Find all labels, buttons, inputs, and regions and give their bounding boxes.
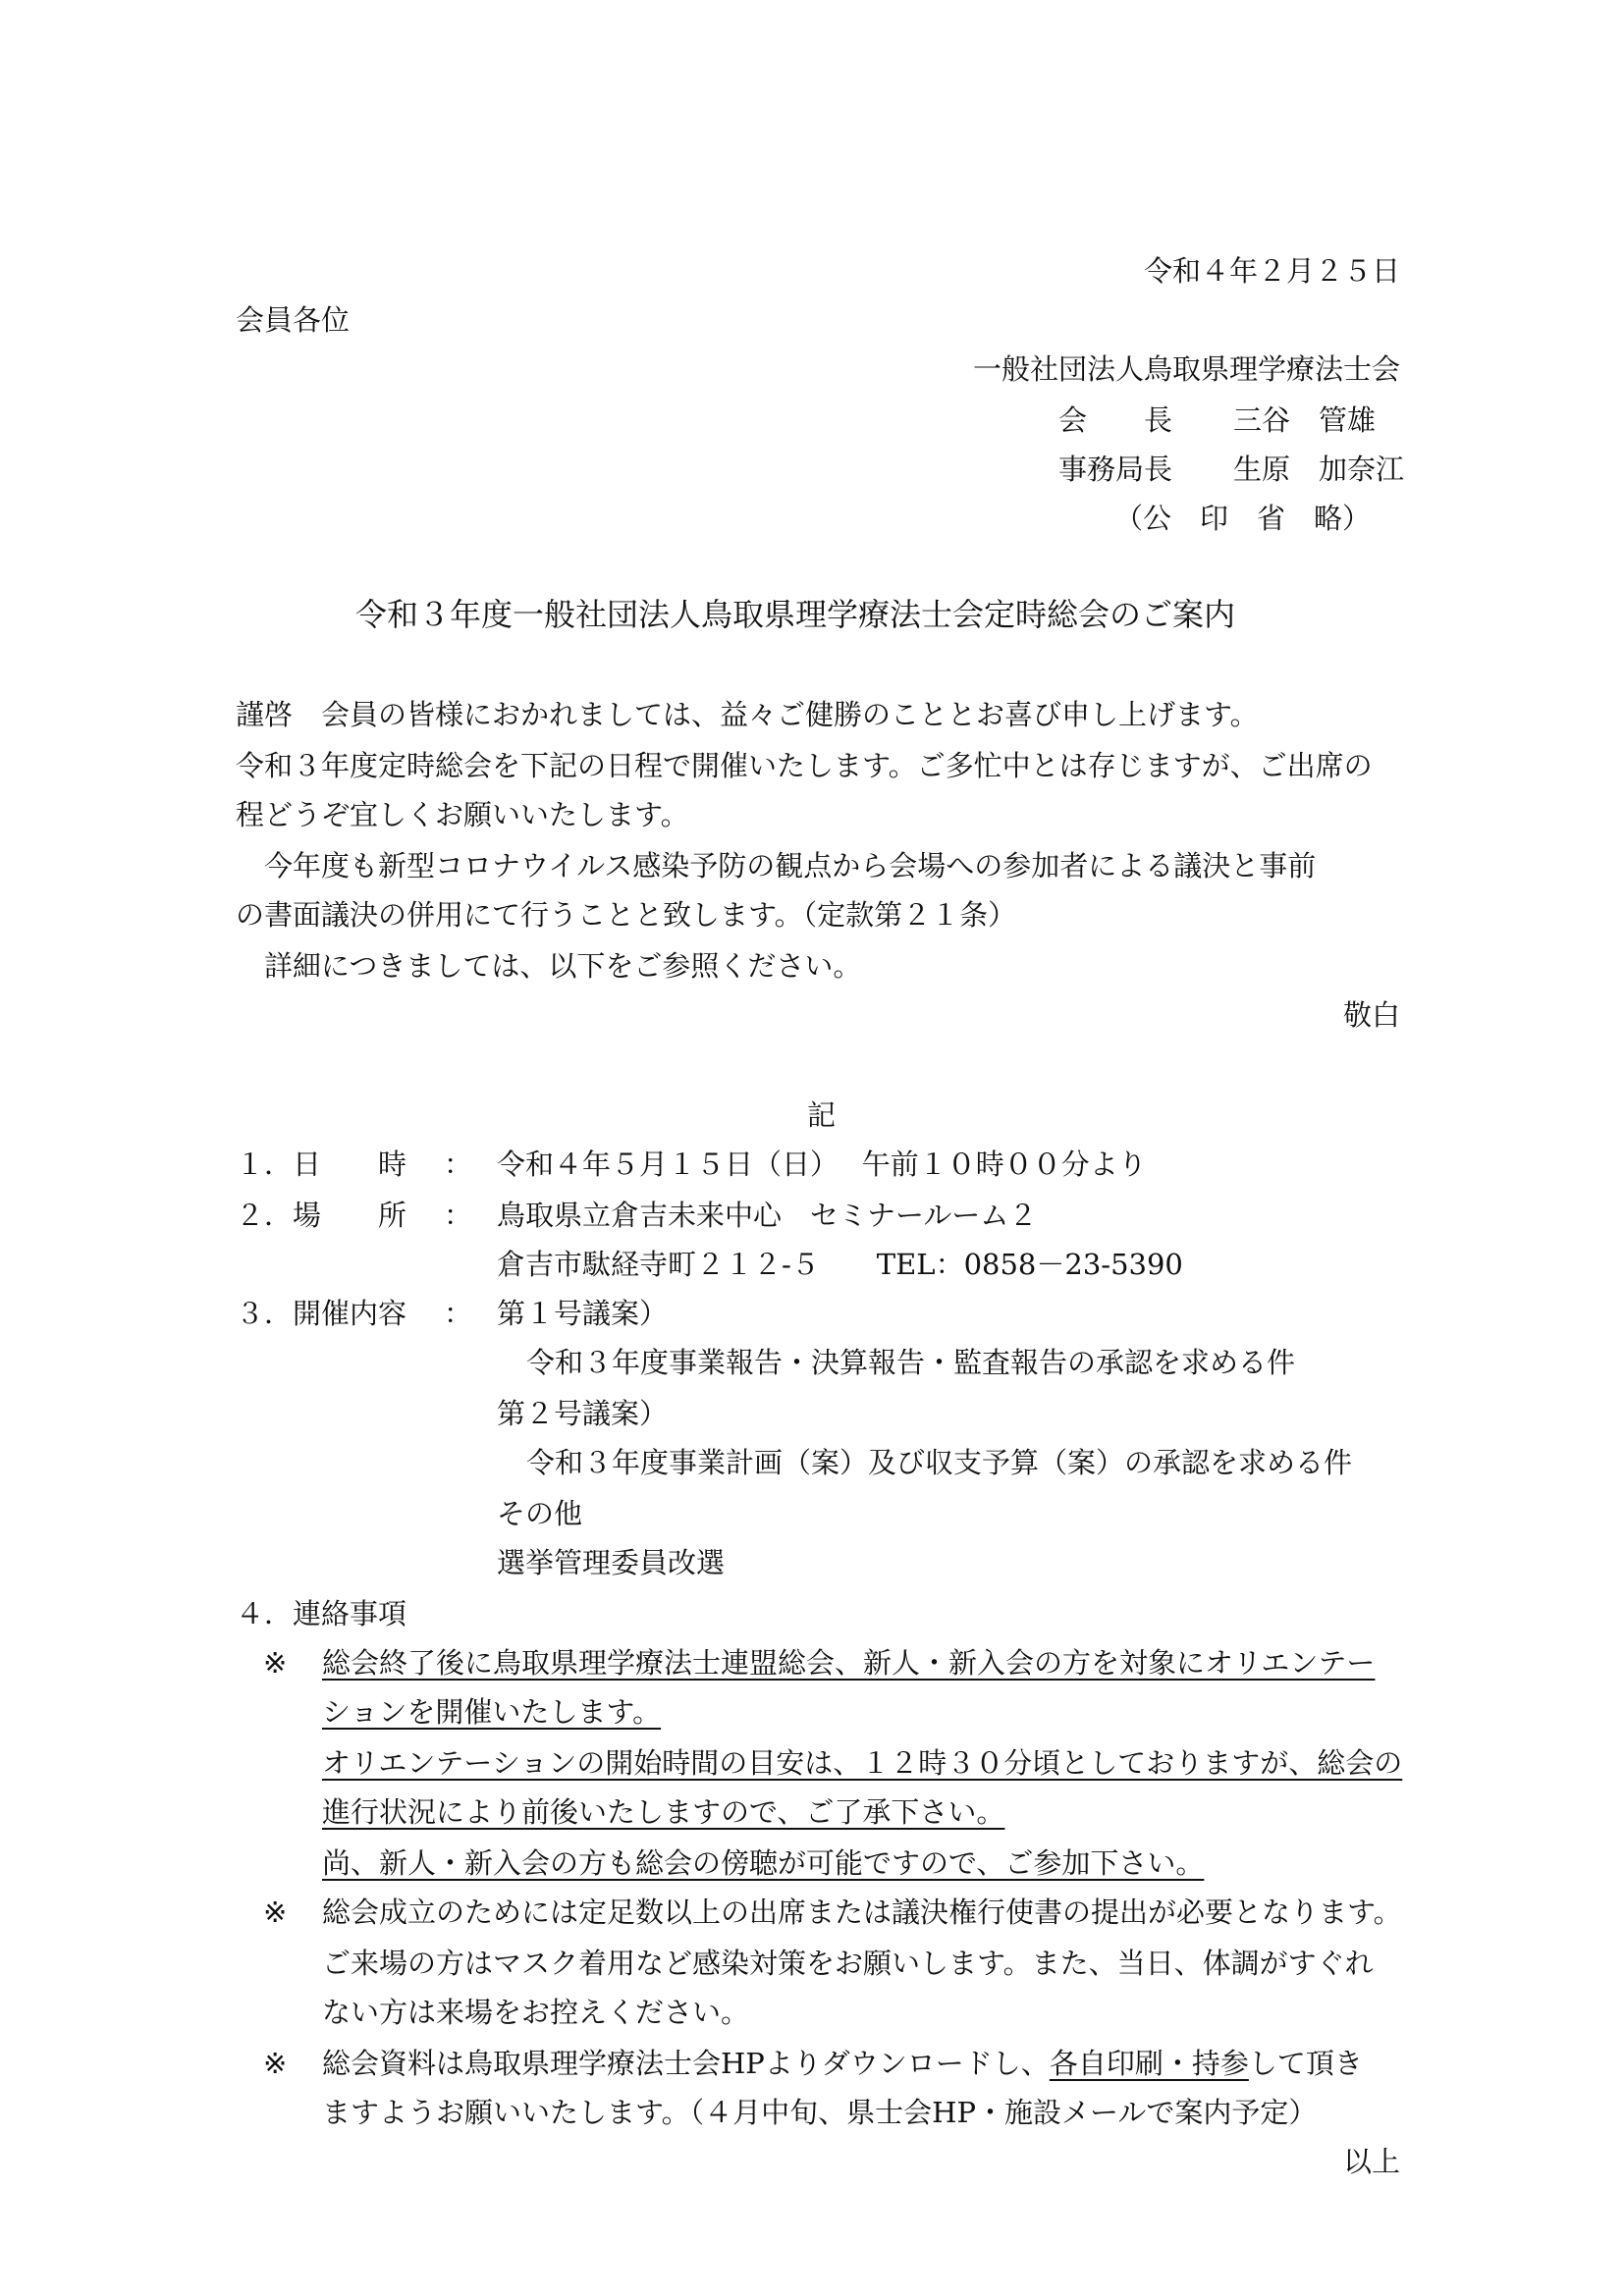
notice-1-line: 総会終了後に鳥取県理学療法士連盟総会、新人・新入会の方を対象にオリエンテー bbox=[322, 1646, 1376, 1680]
notice-1-line: 進行状況により前後いたしますので、ご了承下さい。 bbox=[322, 1795, 1005, 1829]
item-date-value: 令和４年５月１５日（日） 午前１０時００分より bbox=[497, 1148, 1147, 1181]
other-heading: その他 bbox=[497, 1497, 583, 1530]
agenda-2-heading: 第２号議案） bbox=[497, 1397, 669, 1430]
print-bring-emphasis: 各自印刷・持参 bbox=[1049, 2047, 1249, 2080]
body-line: 令和３年度定時総会を下記の日程で開催いたします。ご多忙中とは存じますが、ご出席の bbox=[236, 749, 1373, 782]
body-line: 程どうぞ宜しくお願いいたします。 bbox=[236, 798, 689, 831]
other-body: 選挙管理委員改選 bbox=[497, 1546, 726, 1579]
notice-mark: ※ bbox=[263, 2047, 288, 2080]
document-title: 令和３年度一般社団法人鳥取県理学療法士会定時総会のご案内 bbox=[355, 596, 1236, 633]
notice-3-line bbox=[322, 2047, 1363, 2080]
closing-word: 敬白 bbox=[1342, 998, 1400, 1032]
body-line: の書面議決の併用にて行うことと致します。（定款第２１条） bbox=[236, 898, 1017, 932]
item-notice-label: ４．連絡事項 bbox=[236, 1597, 407, 1630]
notice-mark: ※ bbox=[263, 1896, 288, 1929]
recipient: 会員各位 bbox=[236, 303, 351, 337]
notice-3-text: 総会資料は鳥取県理学療法士会HPよりダウンロードし、 bbox=[322, 2047, 1050, 2080]
agenda-2-body: 令和３年度事業計画（案）及び収支予算（案）の承認を求める件 bbox=[526, 1446, 1353, 1479]
president-name: 三谷 管雄 bbox=[1233, 403, 1377, 437]
agenda-1-heading: 第１号議案） bbox=[497, 1297, 669, 1330]
agenda-1-body: 令和３年度事業報告・決算報告・監査報告の承認を求める件 bbox=[526, 1346, 1296, 1379]
secretary-name: 生原 加奈江 bbox=[1233, 453, 1405, 486]
notice-1-line: ションを開催いたします。 bbox=[322, 1695, 662, 1729]
notice-mark: ※ bbox=[263, 1646, 288, 1680]
sender-organization: 一般社団法人鳥取県理学療法士会 bbox=[972, 352, 1400, 386]
item-date-label: １．日 時 bbox=[236, 1148, 407, 1181]
document-date: 令和４年２月２５日 bbox=[1143, 254, 1400, 288]
item-content-label: ３．開催内容 bbox=[236, 1297, 407, 1330]
item-place-address: 倉吉市駄経寺町２１２-５ TEL：0858－23-5390 bbox=[497, 1248, 1183, 1281]
item-date-colon: ： bbox=[444, 1148, 473, 1181]
body-line: 謹啓 会員の皆様におかれましては、益々ご健勝のこととお喜び申し上げます。 bbox=[236, 698, 1259, 731]
item-place-label: ２．場 所 bbox=[236, 1199, 407, 1232]
notice-3-text: して頂き bbox=[1248, 2047, 1363, 2080]
ki-heading: 記 bbox=[807, 1098, 837, 1132]
secretary-role: 事務局長 bbox=[1058, 453, 1173, 486]
seal-note: （公 印 省 略） bbox=[1113, 502, 1371, 535]
end-word: 以上 bbox=[1342, 2145, 1400, 2178]
notice-1-line: オリエンテーションの開始時間の目安は、１２時３０分頃としておりますが、総会の bbox=[322, 1746, 1403, 1780]
notice-3-line: ますようお願いいたします。（４月中旬、県士会HP・施設メールで案内予定） bbox=[322, 2096, 1318, 2129]
notice-2-line: ない方は来場をお控えください。 bbox=[322, 1996, 750, 2029]
item-place-venue: 鳥取県立倉吉未来中心 セミナールーム２ bbox=[497, 1199, 1038, 1232]
item-place-colon: ： bbox=[444, 1199, 473, 1232]
notice-2-line: ご来場の方はマスク着用など感染対策をお願いします。また、当日、体調がすぐれ bbox=[322, 1947, 1374, 1980]
president-role: 会 長 bbox=[1058, 403, 1173, 437]
body-line: 詳細につきましては、以下をご参照ください。 bbox=[236, 949, 862, 983]
body-line: 今年度も新型コロナウイルス感染予防の観点から会場への参加者による議決と事前 bbox=[236, 849, 1317, 882]
notice-1-line: 尚、新人・新入会の方も総会の傍聴が可能ですので、ご参加下さい。 bbox=[322, 1846, 1205, 1880]
notice-2-line: 総会成立のためには定足数以上の出席または議決権行使書の提出が必要となります。 bbox=[322, 1896, 1402, 1929]
item-content-colon: ： bbox=[444, 1297, 473, 1330]
